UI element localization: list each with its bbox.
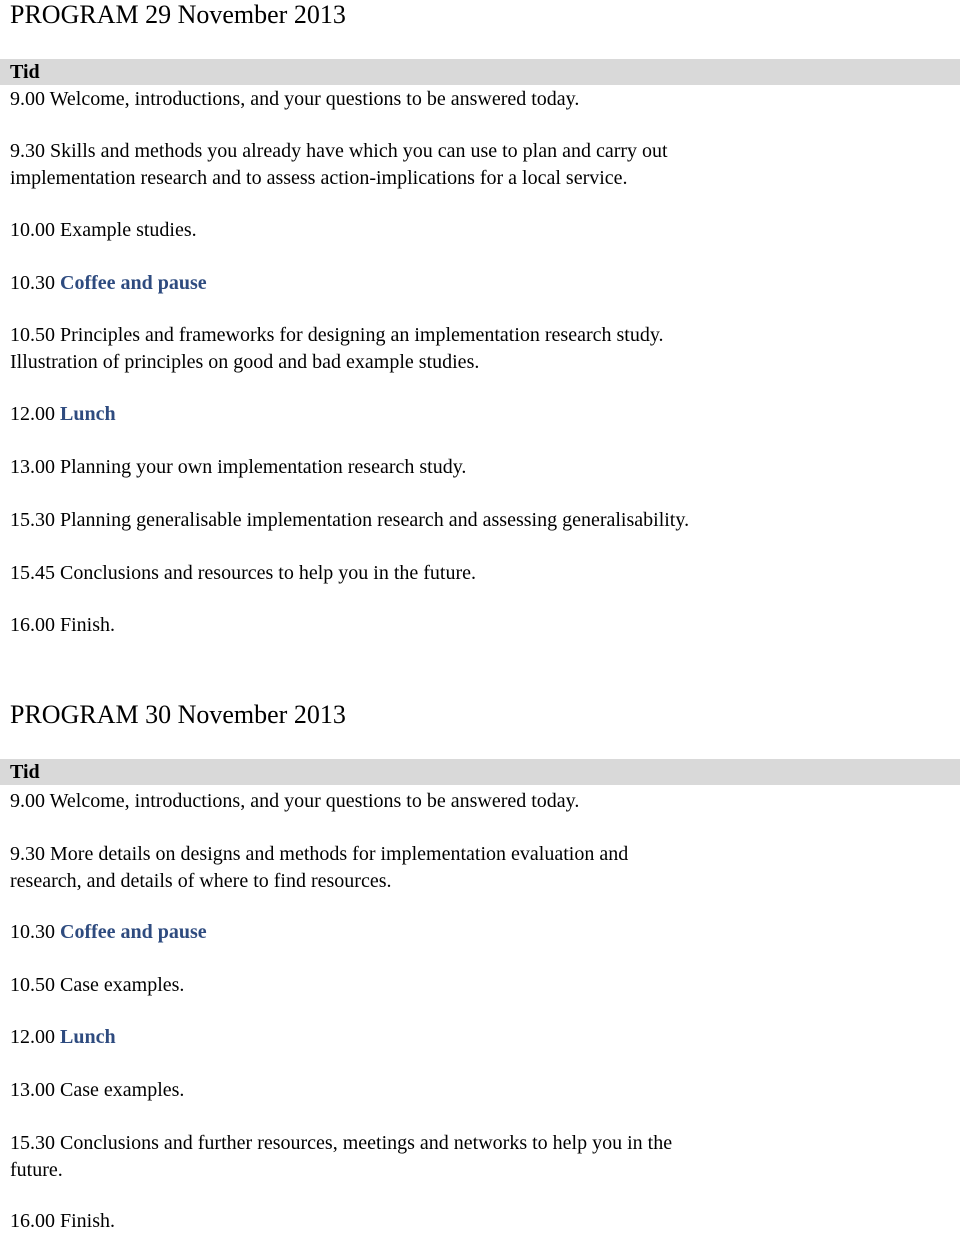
schedule-item xyxy=(10,788,940,815)
program-title: PROGRAM 29 November 2013 xyxy=(10,0,346,29)
item-text: Coffee and pause xyxy=(60,272,207,294)
item-text: Planning generalisable implementation research and assessing generalisability. xyxy=(60,509,690,531)
item-time: 16.00 xyxy=(10,1210,55,1232)
item-text: Coffee and pause xyxy=(60,921,207,943)
item-time: 10.00 xyxy=(10,219,55,241)
schedule-item-break xyxy=(10,1024,940,1051)
item-time: 13.00 xyxy=(10,456,55,478)
item-time: 10.50 xyxy=(10,974,55,996)
schedule-item xyxy=(10,560,940,587)
item-time: 15.30 xyxy=(10,509,55,531)
item-text: Welcome, introductions, and your questions to be answered today. xyxy=(49,88,580,110)
item-time: 13.00 xyxy=(10,1079,55,1101)
tid-header-bar xyxy=(0,759,960,785)
item-time: 12.00 xyxy=(10,1026,55,1048)
schedule-item xyxy=(10,138,940,191)
item-text-continued: Illustration of principles on good and bad example studies. xyxy=(10,350,480,373)
program-title: PROGRAM 30 November 2013 xyxy=(10,700,346,729)
item-text-continued: future. xyxy=(10,1158,63,1181)
schedule-item xyxy=(10,841,940,894)
schedule-item xyxy=(10,322,940,375)
item-text: Lunch xyxy=(60,1026,116,1048)
tid-label: Tid xyxy=(10,61,40,83)
item-time: 15.30 xyxy=(10,1132,55,1154)
schedule-item-break xyxy=(10,919,940,946)
schedule-item-break xyxy=(10,270,940,297)
item-time: 10.30 xyxy=(10,921,55,943)
schedule-item xyxy=(10,454,940,481)
item-time: 15.45 xyxy=(10,562,55,584)
schedule-item xyxy=(10,217,940,244)
item-time: 16.00 xyxy=(10,614,55,636)
item-time: 9.30 xyxy=(10,140,45,162)
item-time: 9.30 xyxy=(10,843,45,865)
schedule-item-break xyxy=(10,401,940,428)
tid-header-bar xyxy=(0,59,960,85)
item-text: Finish. xyxy=(60,1210,116,1232)
item-time: 9.00 xyxy=(10,790,45,812)
item-time: 10.50 xyxy=(10,324,55,346)
item-time: 12.00 xyxy=(10,403,55,425)
item-text: Planning your own implementation research study. xyxy=(60,456,467,478)
schedule-item xyxy=(10,1077,940,1104)
schedule-item xyxy=(10,1130,940,1183)
item-text: Example studies. xyxy=(60,219,197,241)
item-text: Welcome, introductions, and your questions to be answered today. xyxy=(49,790,580,812)
item-text: Conclusions and further resources, meetings and networks to help you in the xyxy=(60,1132,673,1154)
schedule-item xyxy=(10,972,940,999)
item-text-continued: implementation research and to assess action-implications for a local service. xyxy=(10,166,628,189)
item-text: More details on designs and methods for implementation evaluation and xyxy=(50,843,629,865)
schedule-item xyxy=(10,612,940,639)
item-text: Finish. xyxy=(60,614,116,636)
item-time: 10.30 xyxy=(10,272,55,294)
schedule-item xyxy=(10,86,940,113)
tid-label: Tid xyxy=(10,761,40,783)
schedule-item xyxy=(10,507,940,534)
item-time: 9.00 xyxy=(10,88,45,110)
item-text: Lunch xyxy=(60,403,116,425)
item-text: Case examples. xyxy=(60,974,185,996)
item-text: Conclusions and resources to help you in the future. xyxy=(60,562,477,584)
item-text: Skills and methods you already have which you can use to plan and carry out xyxy=(50,140,668,162)
item-text-continued: research, and details of where to find resources. xyxy=(10,869,392,892)
item-text: Case examples. xyxy=(60,1079,185,1101)
item-text: Principles and frameworks for designing an implementation research study. xyxy=(60,324,664,346)
